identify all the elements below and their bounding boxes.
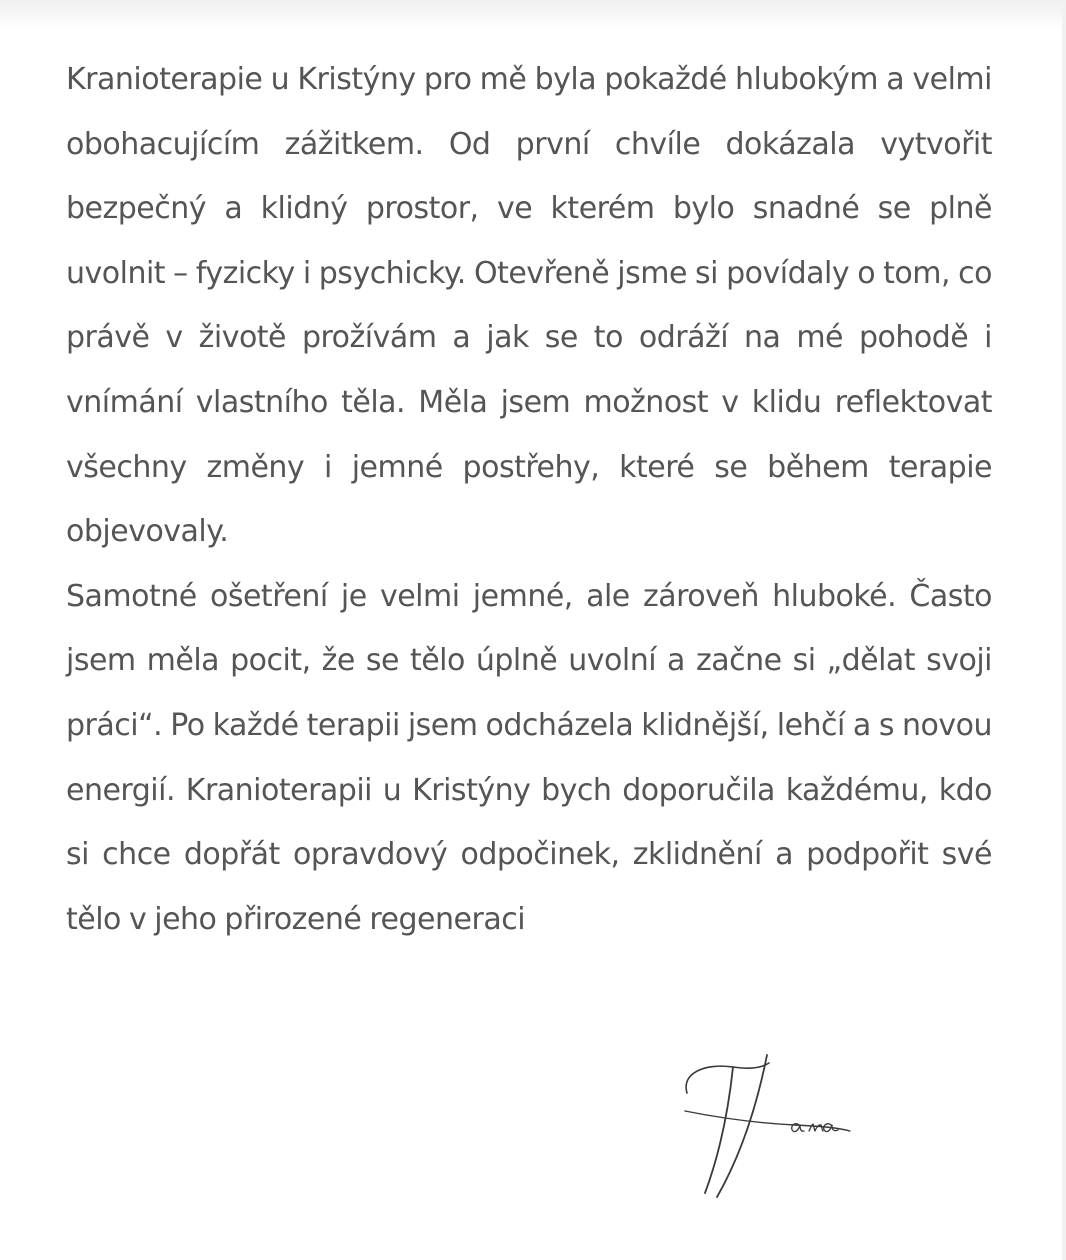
testimonial-paragraph-2: Samotné ošetření je velmi jemné, ale zároveň hluboké. Často jsem měla pocit, že se tělo úplně uvolní a začne si „dělat svoji práci“. Po každé terapii jsem odcházela klidnější, lehčí a s novou energií. Kranioterapii u Kristýny bych doporučila každému, kdo si chce dopřát opravdový odpočinek, zklidnění a podpořit své tělo v jeho přirozené regeneraci (66, 578, 992, 937)
handwritten-signature (675, 1045, 865, 1205)
testimonial-paragraph-1: Kranioterapie u Kristýny pro mě byla pokaždé hlubokým a velmi obohacujícím zážitkem. Od první chvíle dokázala vytvořit bezpečný a klidný prostor, ve kterém bylo snadné se plně uvolnit – fyzicky i psychicky. Otevřeně jsme si povídaly o tom, co právě v životě prožívám a jak se to odráží na mé pohodě i vnímání vlastního těla. Měla jsem možnost v klidu reflektovat všechny změny i jemné postřehy, které se během terapie objevovaly. (66, 62, 992, 550)
right-edge (1062, 0, 1066, 1260)
signature-hana-icon (675, 1045, 865, 1205)
top-shadow (0, 0, 1066, 30)
testimonial-text (66, 48, 992, 952)
